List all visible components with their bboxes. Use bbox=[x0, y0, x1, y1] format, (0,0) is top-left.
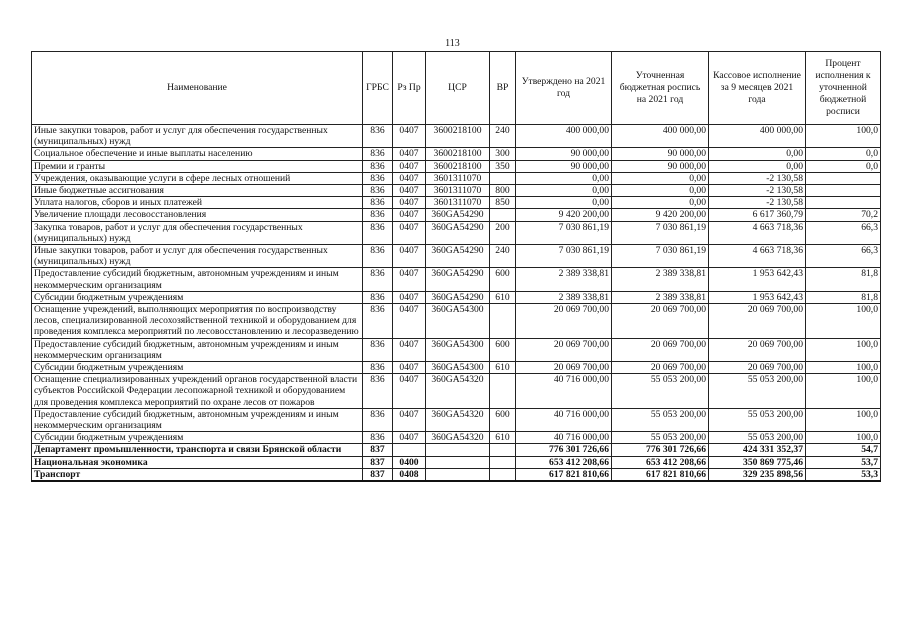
cell-csr bbox=[426, 456, 490, 468]
cell-cash: 0,00 bbox=[709, 160, 806, 172]
cell-csr: 3601311070 bbox=[426, 172, 490, 184]
cell-cash: 20 069 700,00 bbox=[709, 362, 806, 374]
cell-refined: 7 030 861,19 bbox=[612, 221, 709, 244]
cell-refined: 90 000,00 bbox=[612, 160, 709, 172]
cell-approved: 400 000,00 bbox=[516, 125, 612, 148]
cell-name: Национальная экономика bbox=[32, 456, 363, 468]
cell-percent: 53,7 bbox=[806, 456, 881, 468]
table-row bbox=[32, 444, 881, 456]
cell-grbs: 836 bbox=[363, 221, 393, 244]
cell-name: Иные бюджетные ассигнования bbox=[32, 185, 363, 197]
cell-csr: 360GA54290 bbox=[426, 291, 490, 303]
cell-grbs: 836 bbox=[363, 245, 393, 268]
cell-refined: 7 030 861,19 bbox=[612, 245, 709, 268]
cell-name: Иные закупки товаров, работ и услуг для обеспечения государственных (муниципальных) нужд bbox=[32, 125, 363, 148]
cell-refined: 2 389 338,81 bbox=[612, 291, 709, 303]
cell-vr: 600 bbox=[490, 338, 516, 361]
cell-approved: 40 716 000,00 bbox=[516, 408, 612, 431]
cell-refined: 400 000,00 bbox=[612, 125, 709, 148]
cell-name: Предоставление субсидий бюджетным, автономным учреждениям и иным некоммерческим организациям bbox=[32, 268, 363, 291]
cell-percent: 81,8 bbox=[806, 291, 881, 303]
cell-rzpr: 0407 bbox=[393, 268, 426, 291]
cell-rzpr: 0408 bbox=[393, 468, 426, 481]
cell-grbs: 836 bbox=[363, 172, 393, 184]
cell-percent: 66,3 bbox=[806, 221, 881, 244]
table-row bbox=[32, 338, 881, 361]
cell-refined: 20 069 700,00 bbox=[612, 362, 709, 374]
cell-csr: 360GA54320 bbox=[426, 374, 490, 409]
cell-approved: 90 000,00 bbox=[516, 160, 612, 172]
cell-grbs: 836 bbox=[363, 291, 393, 303]
cell-vr bbox=[490, 444, 516, 456]
cell-vr: 610 bbox=[490, 432, 516, 444]
cell-vr: 600 bbox=[490, 408, 516, 431]
cell-refined: 20 069 700,00 bbox=[612, 304, 709, 339]
cell-percent: 0,0 bbox=[806, 148, 881, 160]
cell-rzpr: 0407 bbox=[393, 221, 426, 244]
cell-approved: 0,00 bbox=[516, 185, 612, 197]
cell-rzpr: 0407 bbox=[393, 374, 426, 409]
cell-vr: 610 bbox=[490, 291, 516, 303]
cell-percent bbox=[806, 197, 881, 209]
cell-cash: -2 130,58 bbox=[709, 185, 806, 197]
cell-name: Увеличение площади лесовосстановления bbox=[32, 209, 363, 221]
col-header-vr: ВР bbox=[490, 52, 516, 125]
cell-name: Субсидии бюджетным учреждениям bbox=[32, 362, 363, 374]
table-row bbox=[32, 125, 881, 148]
table-row bbox=[32, 197, 881, 209]
table-row bbox=[32, 432, 881, 444]
cell-vr: 300 bbox=[490, 148, 516, 160]
cell-refined: 0,00 bbox=[612, 197, 709, 209]
cell-approved: 2 389 338,81 bbox=[516, 268, 612, 291]
cell-cash: 350 869 775,46 bbox=[709, 456, 806, 468]
cell-csr: 3601311070 bbox=[426, 185, 490, 197]
cell-rzpr: 0407 bbox=[393, 304, 426, 339]
cell-approved: 0,00 bbox=[516, 172, 612, 184]
cell-grbs: 836 bbox=[363, 148, 393, 160]
cell-percent: 100,0 bbox=[806, 304, 881, 339]
cell-rzpr: 0407 bbox=[393, 432, 426, 444]
cell-refined: 617 821 810,66 bbox=[612, 468, 709, 481]
cell-name: Учреждения, оказывающие услуги в сфере лесных отношений bbox=[32, 172, 363, 184]
cell-rzpr: 0407 bbox=[393, 185, 426, 197]
cell-refined: 55 053 200,00 bbox=[612, 408, 709, 431]
cell-cash: 1 953 642,43 bbox=[709, 291, 806, 303]
col-header-approved: Утверждено на 2021 год bbox=[516, 52, 612, 125]
cell-cash: 424 331 352,37 bbox=[709, 444, 806, 456]
cell-percent: 53,3 bbox=[806, 468, 881, 481]
col-header-percent: Процент исполнения к уточненной бюджетной росписи bbox=[806, 52, 881, 125]
cell-percent: 100,0 bbox=[806, 338, 881, 361]
cell-csr: 3600218100 bbox=[426, 148, 490, 160]
cell-cash: -2 130,58 bbox=[709, 172, 806, 184]
cell-vr: 240 bbox=[490, 125, 516, 148]
cell-approved: 9 420 200,00 bbox=[516, 209, 612, 221]
cell-rzpr: 0407 bbox=[393, 160, 426, 172]
cell-csr bbox=[426, 444, 490, 456]
cell-vr: 200 bbox=[490, 221, 516, 244]
table-row bbox=[32, 245, 881, 268]
cell-csr: 360GA54300 bbox=[426, 362, 490, 374]
table-body bbox=[32, 125, 881, 482]
table-row bbox=[32, 160, 881, 172]
cell-name: Закупка товаров, работ и услуг для обеспечения государственных (муниципальных) нужд bbox=[32, 221, 363, 244]
cell-approved: 90 000,00 bbox=[516, 148, 612, 160]
cell-grbs: 837 bbox=[363, 444, 393, 456]
cell-csr: 360GA54320 bbox=[426, 408, 490, 431]
cell-approved: 7 030 861,19 bbox=[516, 221, 612, 244]
cell-grbs: 836 bbox=[363, 304, 393, 339]
budget-table bbox=[31, 51, 881, 482]
cell-name: Субсидии бюджетным учреждениям bbox=[32, 432, 363, 444]
cell-vr: 600 bbox=[490, 268, 516, 291]
table-row bbox=[32, 209, 881, 221]
cell-percent bbox=[806, 172, 881, 184]
cell-approved: 20 069 700,00 bbox=[516, 362, 612, 374]
cell-refined: 55 053 200,00 bbox=[612, 374, 709, 409]
cell-name: Уплата налогов, сборов и иных платежей bbox=[32, 197, 363, 209]
cell-csr: 3600218100 bbox=[426, 125, 490, 148]
cell-cash: 6 617 360,79 bbox=[709, 209, 806, 221]
cell-cash: 400 000,00 bbox=[709, 125, 806, 148]
cell-percent: 100,0 bbox=[806, 374, 881, 409]
cell-approved: 20 069 700,00 bbox=[516, 338, 612, 361]
cell-percent: 100,0 bbox=[806, 432, 881, 444]
cell-refined: 9 420 200,00 bbox=[612, 209, 709, 221]
cell-grbs: 837 bbox=[363, 468, 393, 481]
cell-grbs: 836 bbox=[363, 197, 393, 209]
cell-csr: 360GA54290 bbox=[426, 268, 490, 291]
cell-csr: 3601311070 bbox=[426, 197, 490, 209]
cell-percent: 100,0 bbox=[806, 125, 881, 148]
cell-refined: 776 301 726,66 bbox=[612, 444, 709, 456]
table-row bbox=[32, 408, 881, 431]
cell-name: Оснащение учреждений, выполняющих мероприятия по воспроизводству лесов, специализированной лесохозяйственной техникой и оборудованием для проведения комплекса мероприятий по лесовосстановлению и лесоразведению bbox=[32, 304, 363, 339]
cell-name: Предоставление субсидий бюджетным, автономным учреждениям и иным некоммерческим организациям bbox=[32, 338, 363, 361]
col-header-cash: Кассовое исполнение за 9 месяцев 2021 года bbox=[709, 52, 806, 125]
cell-name: Премии и гранты bbox=[32, 160, 363, 172]
cell-vr: 850 bbox=[490, 197, 516, 209]
cell-grbs: 836 bbox=[363, 125, 393, 148]
cell-csr: 360GA54290 bbox=[426, 221, 490, 244]
cell-cash: 55 053 200,00 bbox=[709, 408, 806, 431]
table-row bbox=[32, 148, 881, 160]
table-row bbox=[32, 362, 881, 374]
cell-rzpr: 0407 bbox=[393, 148, 426, 160]
cell-rzpr: 0407 bbox=[393, 291, 426, 303]
table-header-row bbox=[32, 52, 881, 125]
table-row bbox=[32, 374, 881, 409]
cell-cash: 20 069 700,00 bbox=[709, 338, 806, 361]
cell-refined: 653 412 208,66 bbox=[612, 456, 709, 468]
cell-rzpr: 0407 bbox=[393, 245, 426, 268]
cell-csr: 360GA54290 bbox=[426, 209, 490, 221]
cell-name: Иные закупки товаров, работ и услуг для обеспечения государственных (муниципальных) нужд bbox=[32, 245, 363, 268]
cell-refined: 0,00 bbox=[612, 185, 709, 197]
table-row bbox=[32, 468, 881, 481]
cell-vr bbox=[490, 374, 516, 409]
table-row bbox=[32, 221, 881, 244]
cell-rzpr: 0407 bbox=[393, 338, 426, 361]
cell-percent: 66,3 bbox=[806, 245, 881, 268]
cell-percent: 70,2 bbox=[806, 209, 881, 221]
table-row bbox=[32, 268, 881, 291]
cell-cash: 55 053 200,00 bbox=[709, 432, 806, 444]
cell-percent: 0,0 bbox=[806, 160, 881, 172]
cell-grbs: 836 bbox=[363, 268, 393, 291]
cell-approved: 0,00 bbox=[516, 197, 612, 209]
page-number: 113 bbox=[445, 38, 460, 49]
cell-percent: 54,7 bbox=[806, 444, 881, 456]
cell-grbs: 836 bbox=[363, 408, 393, 431]
cell-percent: 100,0 bbox=[806, 362, 881, 374]
cell-name: Оснащение специализированных учреждений органов государственной власти субъектов Российской Федерации лесопожарной техникой и оборудованием для проведения комплекса мероприятий по охране лесов от пожаров bbox=[32, 374, 363, 409]
cell-cash: 4 663 718,36 bbox=[709, 245, 806, 268]
cell-cash: 55 053 200,00 bbox=[709, 374, 806, 409]
cell-csr: 360GA54320 bbox=[426, 432, 490, 444]
cell-vr: 240 bbox=[490, 245, 516, 268]
cell-vr: 610 bbox=[490, 362, 516, 374]
cell-vr bbox=[490, 468, 516, 481]
col-header-csr: ЦСР bbox=[426, 52, 490, 125]
cell-grbs: 836 bbox=[363, 432, 393, 444]
col-header-grbs: ГРБС bbox=[363, 52, 393, 125]
cell-cash: 0,00 bbox=[709, 148, 806, 160]
cell-vr bbox=[490, 456, 516, 468]
cell-refined: 2 389 338,81 bbox=[612, 268, 709, 291]
cell-vr: 350 bbox=[490, 160, 516, 172]
cell-vr: 800 bbox=[490, 185, 516, 197]
cell-name: Субсидии бюджетным учреждениям bbox=[32, 291, 363, 303]
table-row bbox=[32, 456, 881, 468]
cell-csr: 360GA54290 bbox=[426, 245, 490, 268]
cell-rzpr: 0407 bbox=[393, 209, 426, 221]
table-row bbox=[32, 291, 881, 303]
cell-grbs: 837 bbox=[363, 456, 393, 468]
cell-grbs: 836 bbox=[363, 374, 393, 409]
cell-approved: 2 389 338,81 bbox=[516, 291, 612, 303]
cell-name: Предоставление субсидий бюджетным, автономным учреждениям и иным некоммерческим организациям bbox=[32, 408, 363, 431]
cell-name: Транспорт bbox=[32, 468, 363, 481]
cell-name: Социальное обеспечение и иные выплаты населению bbox=[32, 148, 363, 160]
cell-rzpr: 0407 bbox=[393, 197, 426, 209]
cell-vr bbox=[490, 172, 516, 184]
table-row bbox=[32, 185, 881, 197]
cell-percent bbox=[806, 185, 881, 197]
cell-rzpr: 0400 bbox=[393, 456, 426, 468]
cell-name: Департамент промышленности, транспорта и связи Брянской области bbox=[32, 444, 363, 456]
cell-vr bbox=[490, 304, 516, 339]
cell-approved: 653 412 208,66 bbox=[516, 456, 612, 468]
cell-grbs: 836 bbox=[363, 160, 393, 172]
cell-rzpr: 0407 bbox=[393, 408, 426, 431]
cell-cash: 20 069 700,00 bbox=[709, 304, 806, 339]
cell-csr: 360GA54300 bbox=[426, 304, 490, 339]
table-row bbox=[32, 172, 881, 184]
cell-approved: 20 069 700,00 bbox=[516, 304, 612, 339]
cell-csr: 360GA54300 bbox=[426, 338, 490, 361]
cell-refined: 20 069 700,00 bbox=[612, 338, 709, 361]
col-header-rzpr: Рз Пр bbox=[393, 52, 426, 125]
cell-grbs: 836 bbox=[363, 209, 393, 221]
cell-cash: -2 130,58 bbox=[709, 197, 806, 209]
cell-approved: 776 301 726,66 bbox=[516, 444, 612, 456]
cell-rzpr: 0407 bbox=[393, 125, 426, 148]
cell-approved: 7 030 861,19 bbox=[516, 245, 612, 268]
col-header-name: Наименование bbox=[32, 52, 363, 125]
cell-grbs: 836 bbox=[363, 185, 393, 197]
cell-refined: 55 053 200,00 bbox=[612, 432, 709, 444]
cell-cash: 4 663 718,36 bbox=[709, 221, 806, 244]
col-header-refined: Уточненная бюджетная роспись на 2021 год bbox=[612, 52, 709, 125]
cell-csr bbox=[426, 468, 490, 481]
cell-grbs: 836 bbox=[363, 338, 393, 361]
cell-grbs: 836 bbox=[363, 362, 393, 374]
cell-approved: 40 716 000,00 bbox=[516, 374, 612, 409]
cell-approved: 40 716 000,00 bbox=[516, 432, 612, 444]
cell-rzpr bbox=[393, 444, 426, 456]
cell-cash: 329 235 898,56 bbox=[709, 468, 806, 481]
cell-rzpr: 0407 bbox=[393, 172, 426, 184]
cell-cash: 1 953 642,43 bbox=[709, 268, 806, 291]
cell-csr: 3600218100 bbox=[426, 160, 490, 172]
cell-approved: 617 821 810,66 bbox=[516, 468, 612, 481]
cell-rzpr: 0407 bbox=[393, 362, 426, 374]
cell-refined: 0,00 bbox=[612, 172, 709, 184]
cell-refined: 90 000,00 bbox=[612, 148, 709, 160]
cell-vr bbox=[490, 209, 516, 221]
table-row bbox=[32, 304, 881, 339]
cell-percent: 100,0 bbox=[806, 408, 881, 431]
cell-percent: 81,8 bbox=[806, 268, 881, 291]
